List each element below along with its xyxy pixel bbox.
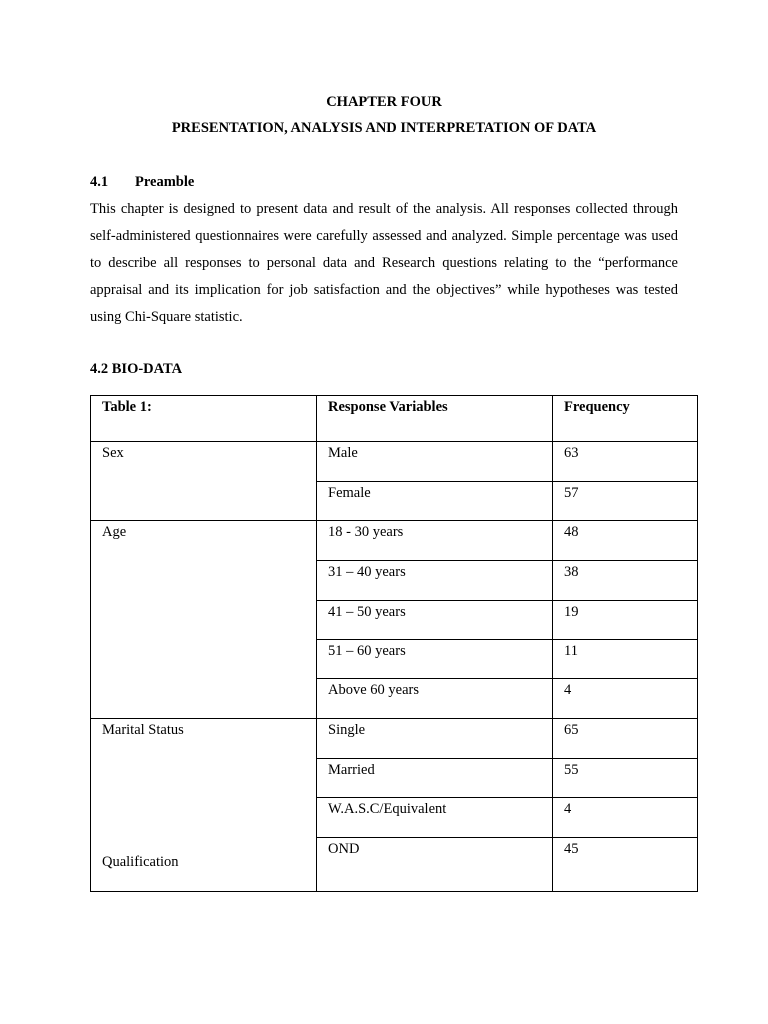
- frequency-cell: 65: [553, 719, 698, 759]
- frequency-cell: 45: [553, 838, 698, 892]
- group-label-age: Age: [91, 521, 317, 719]
- response-variable-cell: Male: [317, 442, 553, 482]
- preamble-paragraph: This chapter is designed to present data and result of the analysis. All responses collected through self-administered questionnaires were carefully assessed and analyzed. Simple percentage was used to describe all responses to personal data and Research questions relating to the “performance appraisal and its implication for job satisfaction and the objectives” while hypotheses was tested using Chi-Square statistic.: [90, 201, 678, 325]
- frequency-cell: 19: [553, 601, 698, 640]
- response-variable-cell: Single: [317, 719, 553, 759]
- response-variable-cell: Above 60 years: [317, 679, 553, 719]
- table-header-cell: Response Variables: [317, 396, 553, 442]
- frequency-cell: 55: [553, 759, 698, 798]
- table-row: [91, 521, 698, 561]
- section-number: 4.1: [90, 174, 109, 190]
- chapter-title: CHAPTER FOUR: [326, 94, 442, 110]
- response-variable-cell: 31 – 40 years: [317, 561, 553, 601]
- frequency-cell: 63: [553, 442, 698, 482]
- frequency-cell: 48: [553, 521, 698, 561]
- marital-status-label: Marital Status: [102, 722, 184, 738]
- response-variable-cell: W.A.S.C/Equivalent: [317, 798, 553, 838]
- chapter-subtitle: PRESENTATION, ANALYSIS AND INTERPRETATION OF DATA: [171, 120, 597, 136]
- frequency-cell: 11: [553, 640, 698, 679]
- response-variable-cell: 51 – 60 years: [317, 640, 553, 679]
- group-label-sex: Sex: [91, 442, 317, 521]
- response-variable-cell: Married: [317, 759, 553, 798]
- table-header-cell: Frequency: [553, 396, 698, 442]
- frequency-cell: 38: [553, 561, 698, 601]
- frequency-cell: 57: [553, 482, 698, 521]
- section-heading-preamble: [90, 174, 194, 191]
- table-row: [91, 442, 698, 482]
- table-header-row: [91, 396, 698, 442]
- group-label-marital-status: [91, 719, 317, 892]
- response-variable-cell: 18 - 30 years: [317, 521, 553, 561]
- table-header-cell: Table 1:: [91, 396, 317, 442]
- response-variable-cell: 41 – 50 years: [317, 601, 553, 640]
- section-title: Preamble: [135, 174, 195, 190]
- qualification-label: Qualification: [102, 854, 179, 870]
- section-heading-biodata: 4.2 BIO-DATA: [90, 361, 183, 377]
- frequency-cell: 4: [553, 679, 698, 719]
- table-row: [91, 719, 698, 759]
- response-variable-cell: OND: [317, 838, 553, 892]
- response-variable-cell: Female: [317, 482, 553, 521]
- frequency-cell: 4: [553, 798, 698, 838]
- bio-data-table: [90, 395, 698, 892]
